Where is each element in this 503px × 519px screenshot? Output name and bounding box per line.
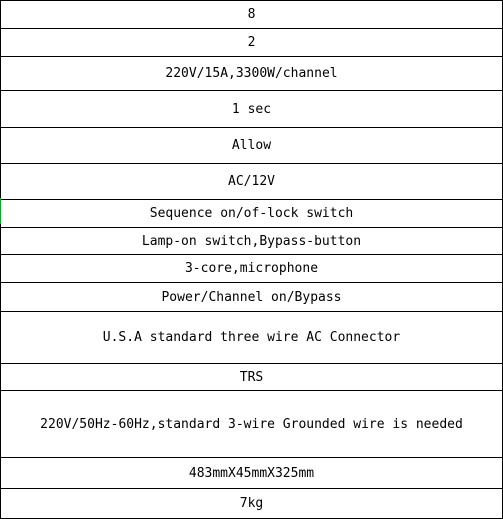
table-row	[1, 228, 503, 255]
table-cell: 220V/50Hz-60Hz,standard 3-wire Grounded wire is needed	[1, 391, 503, 458]
table-cell: 483mmX45mmX325mm	[1, 458, 503, 489]
table-cell: Sequence on/of-lock switch	[1, 200, 503, 228]
table-cell: U.S.A standard three wire AC Connector	[1, 312, 503, 364]
table-row	[1, 458, 503, 489]
table-row	[1, 312, 503, 364]
table-cell: 2	[1, 29, 503, 57]
table-row	[1, 29, 503, 57]
table-row	[1, 57, 503, 91]
table-cell: 8	[1, 1, 503, 29]
table-cell: Power/Channel on/Bypass	[1, 283, 503, 312]
cell-edge-marker	[0, 198, 1, 224]
table-cell: 7kg	[1, 489, 503, 519]
table-cell: Allow	[1, 128, 503, 164]
table-row	[1, 283, 503, 312]
table-row	[1, 200, 503, 228]
table-row	[1, 364, 503, 391]
table-row	[1, 128, 503, 164]
table-row	[1, 1, 503, 29]
table-row	[1, 255, 503, 283]
table-row	[1, 489, 503, 519]
table-cell: Lamp-on switch,Bypass-button	[1, 228, 503, 255]
table-cell: 1 sec	[1, 91, 503, 128]
table-row	[1, 391, 503, 458]
table-row	[1, 164, 503, 200]
table-cell: AC/12V	[1, 164, 503, 200]
table-cell: 220V/15A,3300W/channel	[1, 57, 503, 91]
table-row	[1, 91, 503, 128]
table-cell: 3-core,microphone	[1, 255, 503, 283]
table-cell: TRS	[1, 364, 503, 391]
